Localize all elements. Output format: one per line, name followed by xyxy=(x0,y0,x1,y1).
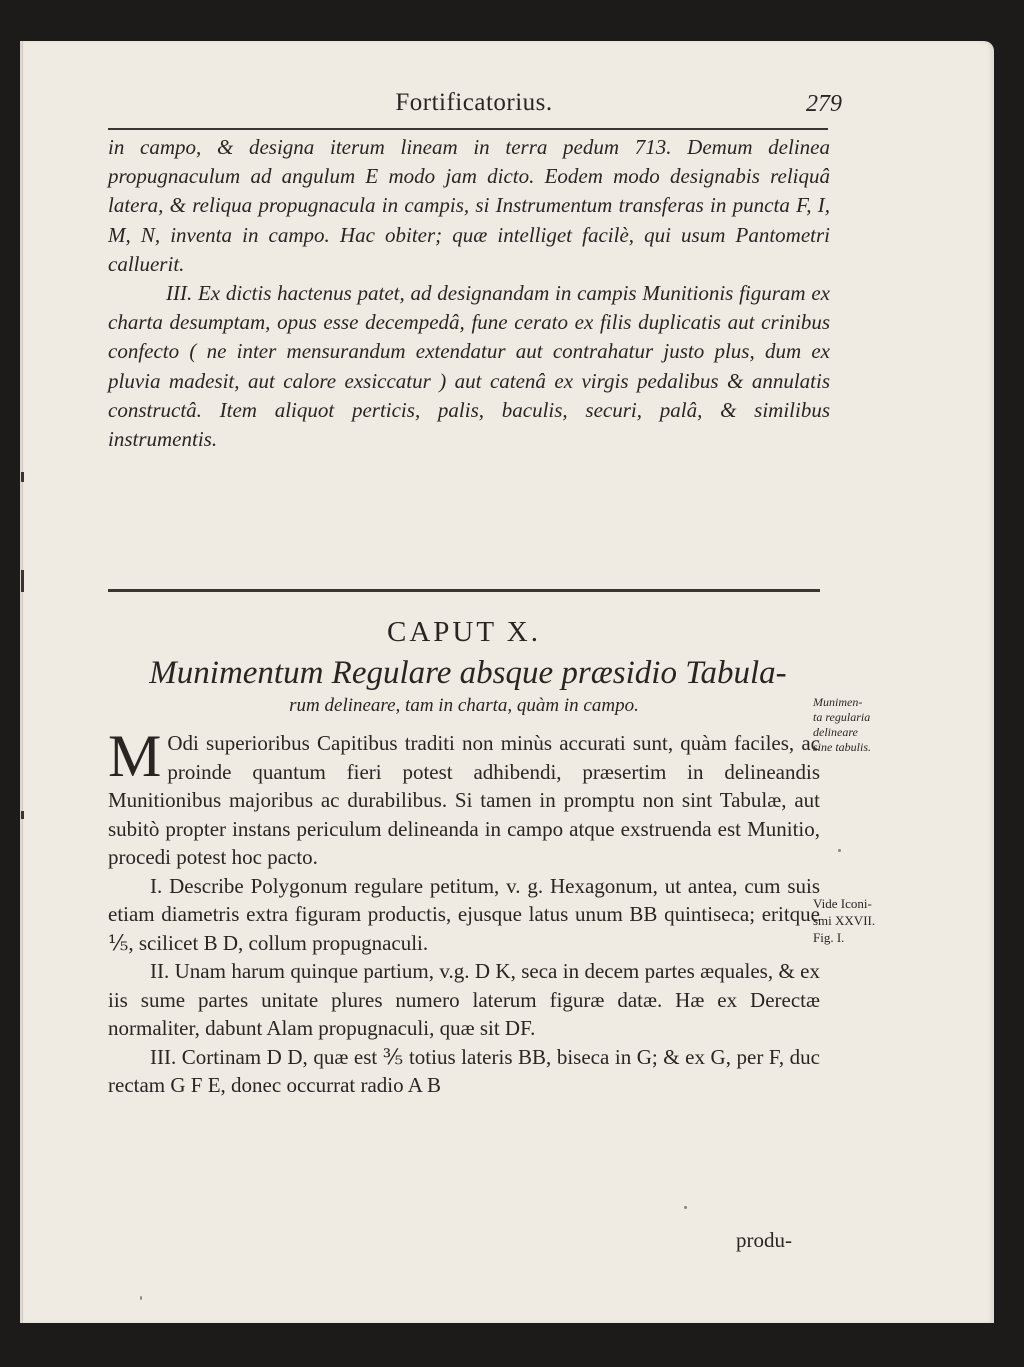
chapter-heading: CAPUT X. xyxy=(387,616,541,648)
gutter-line xyxy=(22,41,23,1323)
marginal-line: smi XXVII. xyxy=(813,913,876,928)
paper-speck xyxy=(684,1206,687,1209)
chapter-subtitle: rum delineare, tam in charta, quàm in campo. xyxy=(289,695,639,716)
marginal-line: Fig. I. xyxy=(813,930,845,945)
step-1: I. Describe Polygonum regulare petitum, v. g. Hexagonum, ut antea, cum suis etiam diametris extra figuram productis, ejusque latus unum BB quintiseca; eritque ⅕, scilicet B D, collum propugnaculi. xyxy=(108,873,820,955)
book-page xyxy=(20,41,994,1323)
intro-text: Odi superioribus Capitibus traditi non minùs accurati sunt, quàm faciles, ac proinde quantum fieri potest adhibendi, præsertim in delineandis Munitionibus majoribus ac durabilibus. Si tamen in promptu non sint Tabulæ, aut subitò propter instans periculum delineanda in campo atque exstruenda est Munitio, procedi potest hoc pacto. xyxy=(108,731,820,869)
marginal-line: ta regularia xyxy=(813,710,871,724)
paper-speck xyxy=(140,1296,142,1300)
ink-mark xyxy=(21,570,24,592)
paper-speck xyxy=(838,849,841,852)
step-2: II. Unam harum quinque partium, v.g. D K, seca in decem partes æquales, & ex iis sume partes unitate plures numero laterum figuræ datæ. Hæ ex Derectæ normaliter, dabunt Alam propugnaculi, quæ sit DF. xyxy=(108,959,820,1040)
intro-paragraph xyxy=(108,723,820,872)
page-number: 279 xyxy=(806,91,842,117)
paragraph-continued: in campo, & designa iterum lineam in terra pedum 713. Demum delinea propugnaculum ad angulum E modo jam dicto. Eodem modo designabis reliquâ latera, & reliqua propugnacula in campis, si Instrumentum transferas in puncta F, I, M, N, inventa in campo. Hac obiter; quæ intelliget facilè, qui usum Pantometri calluerit. xyxy=(108,135,830,276)
header-rule xyxy=(108,128,828,130)
ink-mark xyxy=(21,472,24,482)
chapter-body xyxy=(108,723,820,1100)
marginal-line: Munimen- xyxy=(813,695,863,709)
marginal-line: delineare xyxy=(813,725,858,739)
catchword: produ- xyxy=(736,1228,792,1252)
marginal-line: sine tabulis. xyxy=(813,740,872,754)
marginal-note-1 xyxy=(813,695,871,755)
running-title: Fortificatorius. xyxy=(395,89,553,116)
chapter-title: Munimentum Regulare absque præsidio Tabula- xyxy=(149,655,787,691)
marginal-line: Vide Iconi- xyxy=(813,896,872,911)
section-divider xyxy=(108,589,820,592)
ink-mark xyxy=(21,811,24,819)
running-head xyxy=(100,89,848,125)
marginal-note-2 xyxy=(813,895,875,946)
continued-text xyxy=(108,133,830,454)
step-3: III. Cortinam D D, quæ est ⅗ totius lateris BB, biseca in G; & ex G, per F, duc rectam G F E, donec occurrat radio A B xyxy=(108,1044,820,1097)
paragraph-iii: III. Ex dictis hactenus patet, ad designandam in campis Munitionis figuram ex charta desumptam, opus esse decempedâ, fune cerato ex filis duplicatis aut crinibus confecto ( ne inter mensurandum extendatur aut contrahatur justo plus, dum ex pluvia madesit, aut calore exsiccatur ) aut catenâ ex virgis pedalibus & annulatis constructâ. Item aliquot perticis, palis, baculis, securi, palâ, & similibus instrumentis. xyxy=(108,281,830,452)
drop-cap: M xyxy=(108,723,162,789)
